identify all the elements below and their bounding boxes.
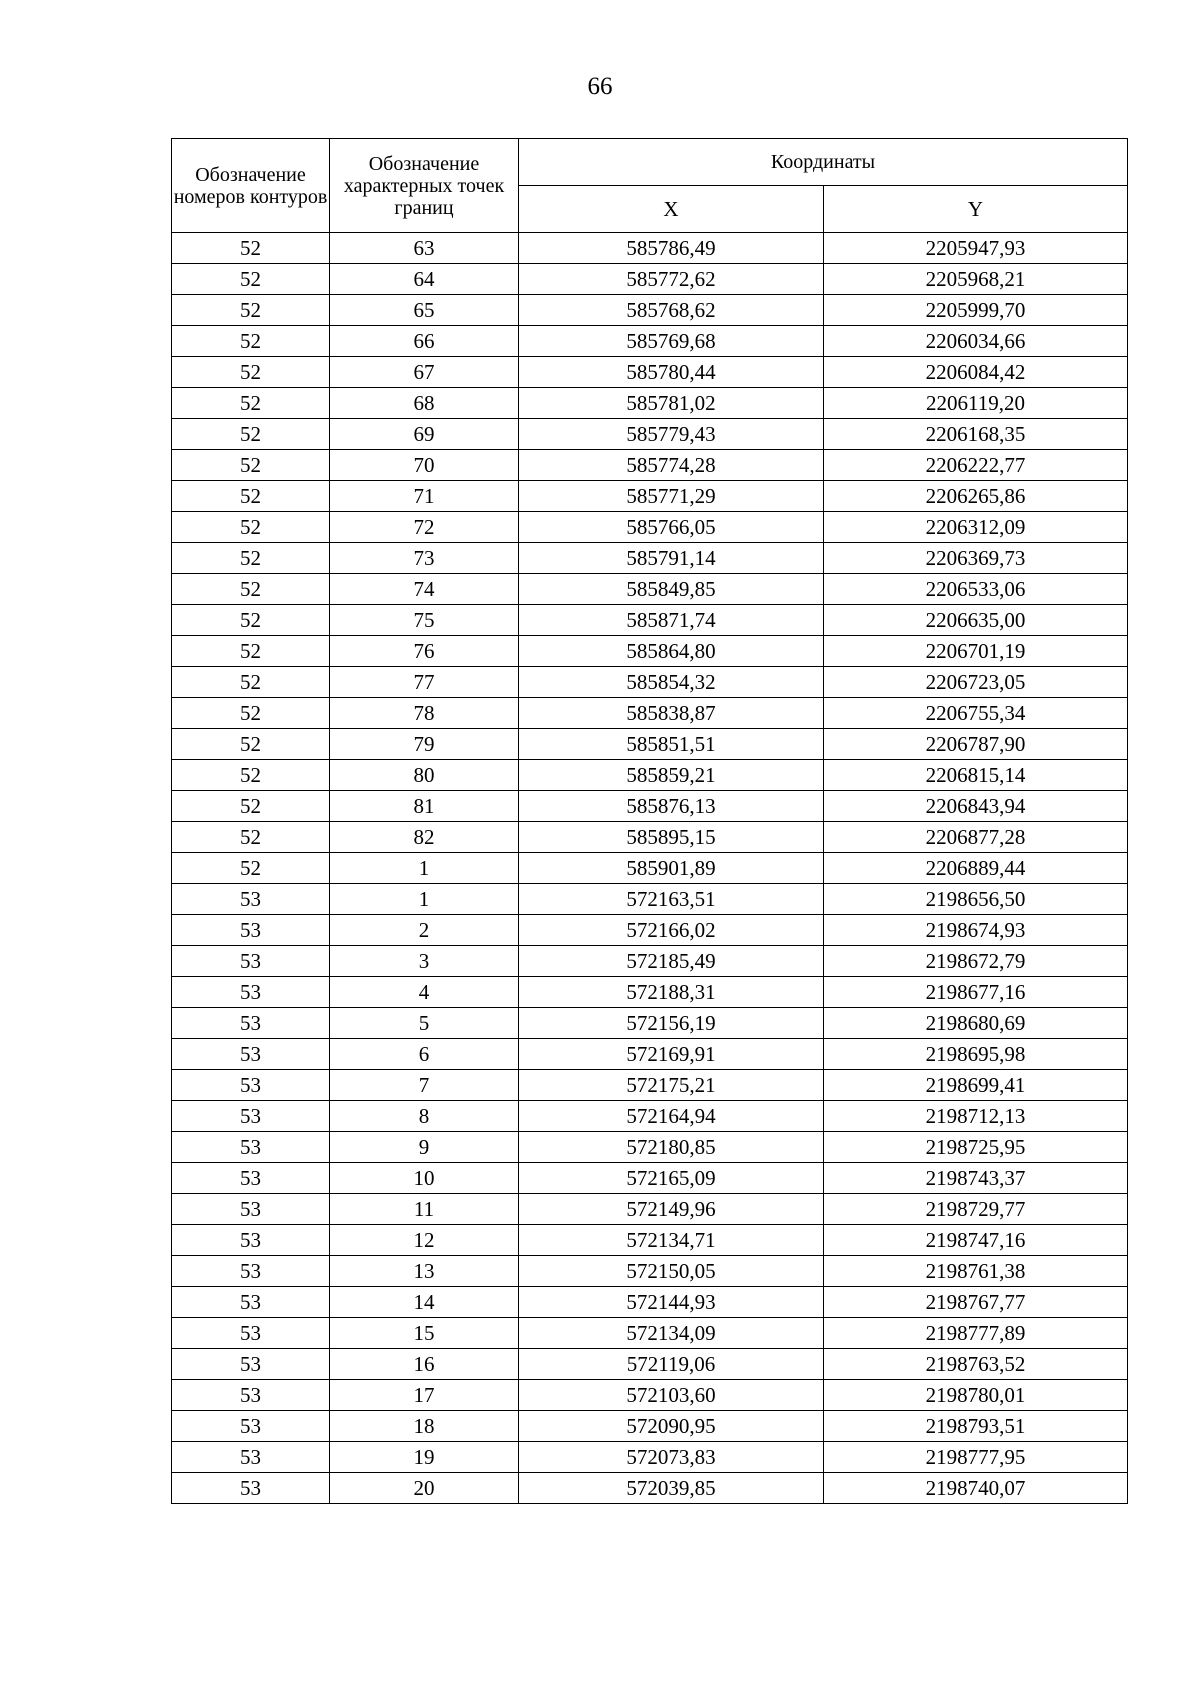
cell-point: 2 — [330, 915, 519, 946]
table-row — [172, 1380, 1128, 1411]
table-row — [172, 512, 1128, 543]
cell-y: 2198780,01 — [824, 1380, 1128, 1411]
cell-x: 585766,05 — [519, 512, 824, 543]
cell-contour: 52 — [172, 295, 330, 326]
cell-x: 585854,32 — [519, 667, 824, 698]
cell-y: 2198680,69 — [824, 1008, 1128, 1039]
cell-x: 572039,85 — [519, 1473, 824, 1504]
cell-x: 585791,14 — [519, 543, 824, 574]
cell-x: 585895,15 — [519, 822, 824, 853]
cell-point: 72 — [330, 512, 519, 543]
cell-point: 74 — [330, 574, 519, 605]
table-body — [172, 233, 1128, 1504]
cell-x: 572073,83 — [519, 1442, 824, 1473]
cell-point: 70 — [330, 450, 519, 481]
cell-contour: 52 — [172, 388, 330, 419]
cell-y: 2206701,19 — [824, 636, 1128, 667]
cell-x: 585768,62 — [519, 295, 824, 326]
cell-contour: 53 — [172, 1349, 330, 1380]
cell-contour: 52 — [172, 326, 330, 357]
cell-contour: 53 — [172, 1287, 330, 1318]
table-row — [172, 264, 1128, 295]
cell-point: 77 — [330, 667, 519, 698]
cell-y: 2206787,90 — [824, 729, 1128, 760]
table-row — [172, 326, 1128, 357]
cell-contour: 52 — [172, 605, 330, 636]
cell-y: 2206119,20 — [824, 388, 1128, 419]
table-row — [172, 1256, 1128, 1287]
cell-point: 13 — [330, 1256, 519, 1287]
cell-point: 68 — [330, 388, 519, 419]
table-row — [172, 1318, 1128, 1349]
cell-point: 3 — [330, 946, 519, 977]
cell-contour: 52 — [172, 264, 330, 295]
cell-point: 1 — [330, 853, 519, 884]
table-row — [172, 1225, 1128, 1256]
cell-y: 2198763,52 — [824, 1349, 1128, 1380]
cell-point: 81 — [330, 791, 519, 822]
cell-x: 585864,80 — [519, 636, 824, 667]
cell-x: 585851,51 — [519, 729, 824, 760]
cell-x: 585779,43 — [519, 419, 824, 450]
table-row — [172, 1411, 1128, 1442]
cell-contour: 53 — [172, 1132, 330, 1163]
cell-x: 572188,31 — [519, 977, 824, 1008]
header-y: Y — [824, 186, 1128, 233]
cell-point: 80 — [330, 760, 519, 791]
table-row — [172, 295, 1128, 326]
cell-x: 585849,85 — [519, 574, 824, 605]
cell-x: 572144,93 — [519, 1287, 824, 1318]
cell-contour: 53 — [172, 1008, 330, 1039]
cell-contour: 52 — [172, 853, 330, 884]
cell-x: 572180,85 — [519, 1132, 824, 1163]
cell-contour: 52 — [172, 512, 330, 543]
table-row — [172, 574, 1128, 605]
cell-point: 79 — [330, 729, 519, 760]
table-row — [172, 543, 1128, 574]
table-row — [172, 760, 1128, 791]
table-row — [172, 1070, 1128, 1101]
table-row — [172, 791, 1128, 822]
cell-point: 8 — [330, 1101, 519, 1132]
cell-contour: 52 — [172, 233, 330, 264]
cell-point: 1 — [330, 884, 519, 915]
cell-point: 12 — [330, 1225, 519, 1256]
table-row — [172, 1287, 1128, 1318]
cell-point: 75 — [330, 605, 519, 636]
cell-y: 2198740,07 — [824, 1473, 1128, 1504]
cell-x: 572175,21 — [519, 1070, 824, 1101]
cell-y: 2206533,06 — [824, 574, 1128, 605]
cell-point: 71 — [330, 481, 519, 512]
cell-x: 585838,87 — [519, 698, 824, 729]
cell-y: 2205968,21 — [824, 264, 1128, 295]
cell-x: 572149,96 — [519, 1194, 824, 1225]
cell-point: 63 — [330, 233, 519, 264]
table-row — [172, 1101, 1128, 1132]
cell-x: 572090,95 — [519, 1411, 824, 1442]
cell-x: 572150,05 — [519, 1256, 824, 1287]
cell-x: 585780,44 — [519, 357, 824, 388]
cell-point: 20 — [330, 1473, 519, 1504]
cell-point: 18 — [330, 1411, 519, 1442]
cell-contour: 53 — [172, 1380, 330, 1411]
cell-contour: 53 — [172, 1225, 330, 1256]
table-row — [172, 357, 1128, 388]
cell-y: 2206755,34 — [824, 698, 1128, 729]
cell-x: 572134,09 — [519, 1318, 824, 1349]
cell-x: 585876,13 — [519, 791, 824, 822]
cell-y: 2206723,05 — [824, 667, 1128, 698]
cell-x: 572185,49 — [519, 946, 824, 977]
cell-contour: 52 — [172, 450, 330, 481]
table-row — [172, 1039, 1128, 1070]
cell-x: 572163,51 — [519, 884, 824, 915]
cell-x: 572165,09 — [519, 1163, 824, 1194]
cell-contour: 53 — [172, 1473, 330, 1504]
cell-y: 2206034,66 — [824, 326, 1128, 357]
cell-x: 585774,28 — [519, 450, 824, 481]
cell-contour: 52 — [172, 698, 330, 729]
cell-contour: 53 — [172, 1163, 330, 1194]
cell-y: 2206168,35 — [824, 419, 1128, 450]
cell-point: 7 — [330, 1070, 519, 1101]
table-row — [172, 822, 1128, 853]
cell-contour: 53 — [172, 1039, 330, 1070]
cell-point: 19 — [330, 1442, 519, 1473]
table-row — [172, 915, 1128, 946]
table-row — [172, 698, 1128, 729]
cell-contour: 53 — [172, 1194, 330, 1225]
cell-point: 78 — [330, 698, 519, 729]
table-row — [172, 1194, 1128, 1225]
cell-point: 67 — [330, 357, 519, 388]
cell-y: 2206635,00 — [824, 605, 1128, 636]
cell-x: 585781,02 — [519, 388, 824, 419]
cell-y: 2198725,95 — [824, 1132, 1128, 1163]
cell-x: 585871,74 — [519, 605, 824, 636]
table-row — [172, 729, 1128, 760]
table-row — [172, 1008, 1128, 1039]
cell-contour: 52 — [172, 636, 330, 667]
cell-contour: 52 — [172, 481, 330, 512]
page-number: 66 — [587, 73, 613, 100]
cell-y: 2198761,38 — [824, 1256, 1128, 1287]
cell-x: 585786,49 — [519, 233, 824, 264]
table-row — [172, 1442, 1128, 1473]
cell-x: 585769,68 — [519, 326, 824, 357]
cell-contour: 53 — [172, 946, 330, 977]
cell-x: 585772,62 — [519, 264, 824, 295]
cell-y: 2198672,79 — [824, 946, 1128, 977]
cell-contour: 52 — [172, 822, 330, 853]
cell-point: 76 — [330, 636, 519, 667]
cell-y: 2198777,95 — [824, 1442, 1128, 1473]
table-row — [172, 1349, 1128, 1380]
cell-y: 2198729,77 — [824, 1194, 1128, 1225]
table-row — [172, 605, 1128, 636]
cell-point: 4 — [330, 977, 519, 1008]
cell-y: 2205999,70 — [824, 295, 1128, 326]
cell-contour: 53 — [172, 1442, 330, 1473]
table-row — [172, 481, 1128, 512]
cell-x: 572169,91 — [519, 1039, 824, 1070]
cell-point: 65 — [330, 295, 519, 326]
cell-contour: 53 — [172, 1411, 330, 1442]
cell-y: 2198767,77 — [824, 1287, 1128, 1318]
cell-contour: 52 — [172, 667, 330, 698]
coordinates-table — [171, 138, 1128, 1504]
cell-y: 2206222,77 — [824, 450, 1128, 481]
cell-point: 69 — [330, 419, 519, 450]
cell-x: 585901,89 — [519, 853, 824, 884]
cell-contour: 52 — [172, 760, 330, 791]
table-row — [172, 977, 1128, 1008]
cell-contour: 52 — [172, 729, 330, 760]
cell-y: 2206265,86 — [824, 481, 1128, 512]
cell-contour: 52 — [172, 574, 330, 605]
cell-contour: 53 — [172, 1070, 330, 1101]
table-row — [172, 419, 1128, 450]
cell-x: 572164,94 — [519, 1101, 824, 1132]
table-row — [172, 450, 1128, 481]
table-row — [172, 1132, 1128, 1163]
table-row — [172, 388, 1128, 419]
cell-contour: 53 — [172, 915, 330, 946]
cell-x: 572156,19 — [519, 1008, 824, 1039]
table-header — [172, 139, 1128, 233]
cell-point: 11 — [330, 1194, 519, 1225]
cell-y: 2198793,51 — [824, 1411, 1128, 1442]
cell-point: 17 — [330, 1380, 519, 1411]
cell-y: 2198743,37 — [824, 1163, 1128, 1194]
cell-y: 2206815,14 — [824, 760, 1128, 791]
cell-contour: 53 — [172, 1318, 330, 1349]
table-row — [172, 636, 1128, 667]
cell-x: 572166,02 — [519, 915, 824, 946]
cell-y: 2198656,50 — [824, 884, 1128, 915]
cell-x: 572134,71 — [519, 1225, 824, 1256]
cell-y: 2206084,42 — [824, 357, 1128, 388]
cell-y: 2198699,41 — [824, 1070, 1128, 1101]
cell-point: 66 — [330, 326, 519, 357]
header-coordinates: Координаты — [519, 139, 1128, 186]
cell-y: 2206369,73 — [824, 543, 1128, 574]
cell-y: 2205947,93 — [824, 233, 1128, 264]
table-row — [172, 667, 1128, 698]
cell-point: 9 — [330, 1132, 519, 1163]
cell-y: 2198712,13 — [824, 1101, 1128, 1132]
cell-contour: 53 — [172, 1101, 330, 1132]
cell-point: 6 — [330, 1039, 519, 1070]
cell-y: 2198677,16 — [824, 977, 1128, 1008]
header-contour-number: Обозначение номеров контуров — [172, 139, 330, 233]
cell-y: 2206843,94 — [824, 791, 1128, 822]
cell-contour: 52 — [172, 357, 330, 388]
table-row — [172, 946, 1128, 977]
cell-point: 16 — [330, 1349, 519, 1380]
cell-x: 572119,06 — [519, 1349, 824, 1380]
cell-point: 5 — [330, 1008, 519, 1039]
header-x: X — [519, 186, 824, 233]
table-row — [172, 884, 1128, 915]
cell-y: 2206877,28 — [824, 822, 1128, 853]
table-row — [172, 1473, 1128, 1504]
cell-contour: 52 — [172, 543, 330, 574]
cell-point: 82 — [330, 822, 519, 853]
cell-contour: 52 — [172, 419, 330, 450]
cell-x: 572103,60 — [519, 1380, 824, 1411]
table-row — [172, 233, 1128, 264]
cell-point: 14 — [330, 1287, 519, 1318]
cell-contour: 53 — [172, 1256, 330, 1287]
cell-point: 73 — [330, 543, 519, 574]
cell-point: 15 — [330, 1318, 519, 1349]
cell-contour: 53 — [172, 977, 330, 1008]
cell-point: 64 — [330, 264, 519, 295]
cell-y: 2206312,09 — [824, 512, 1128, 543]
cell-y: 2198674,93 — [824, 915, 1128, 946]
cell-contour: 53 — [172, 884, 330, 915]
cell-y: 2198777,89 — [824, 1318, 1128, 1349]
cell-y: 2206889,44 — [824, 853, 1128, 884]
cell-contour: 52 — [172, 791, 330, 822]
cell-x: 585859,21 — [519, 760, 824, 791]
cell-y: 2198695,98 — [824, 1039, 1128, 1070]
cell-y: 2198747,16 — [824, 1225, 1128, 1256]
table-row — [172, 853, 1128, 884]
cell-x: 585771,29 — [519, 481, 824, 512]
cell-point: 10 — [330, 1163, 519, 1194]
header-boundary-point: Обозначение характерных точек границ — [330, 139, 519, 233]
table-row — [172, 1163, 1128, 1194]
